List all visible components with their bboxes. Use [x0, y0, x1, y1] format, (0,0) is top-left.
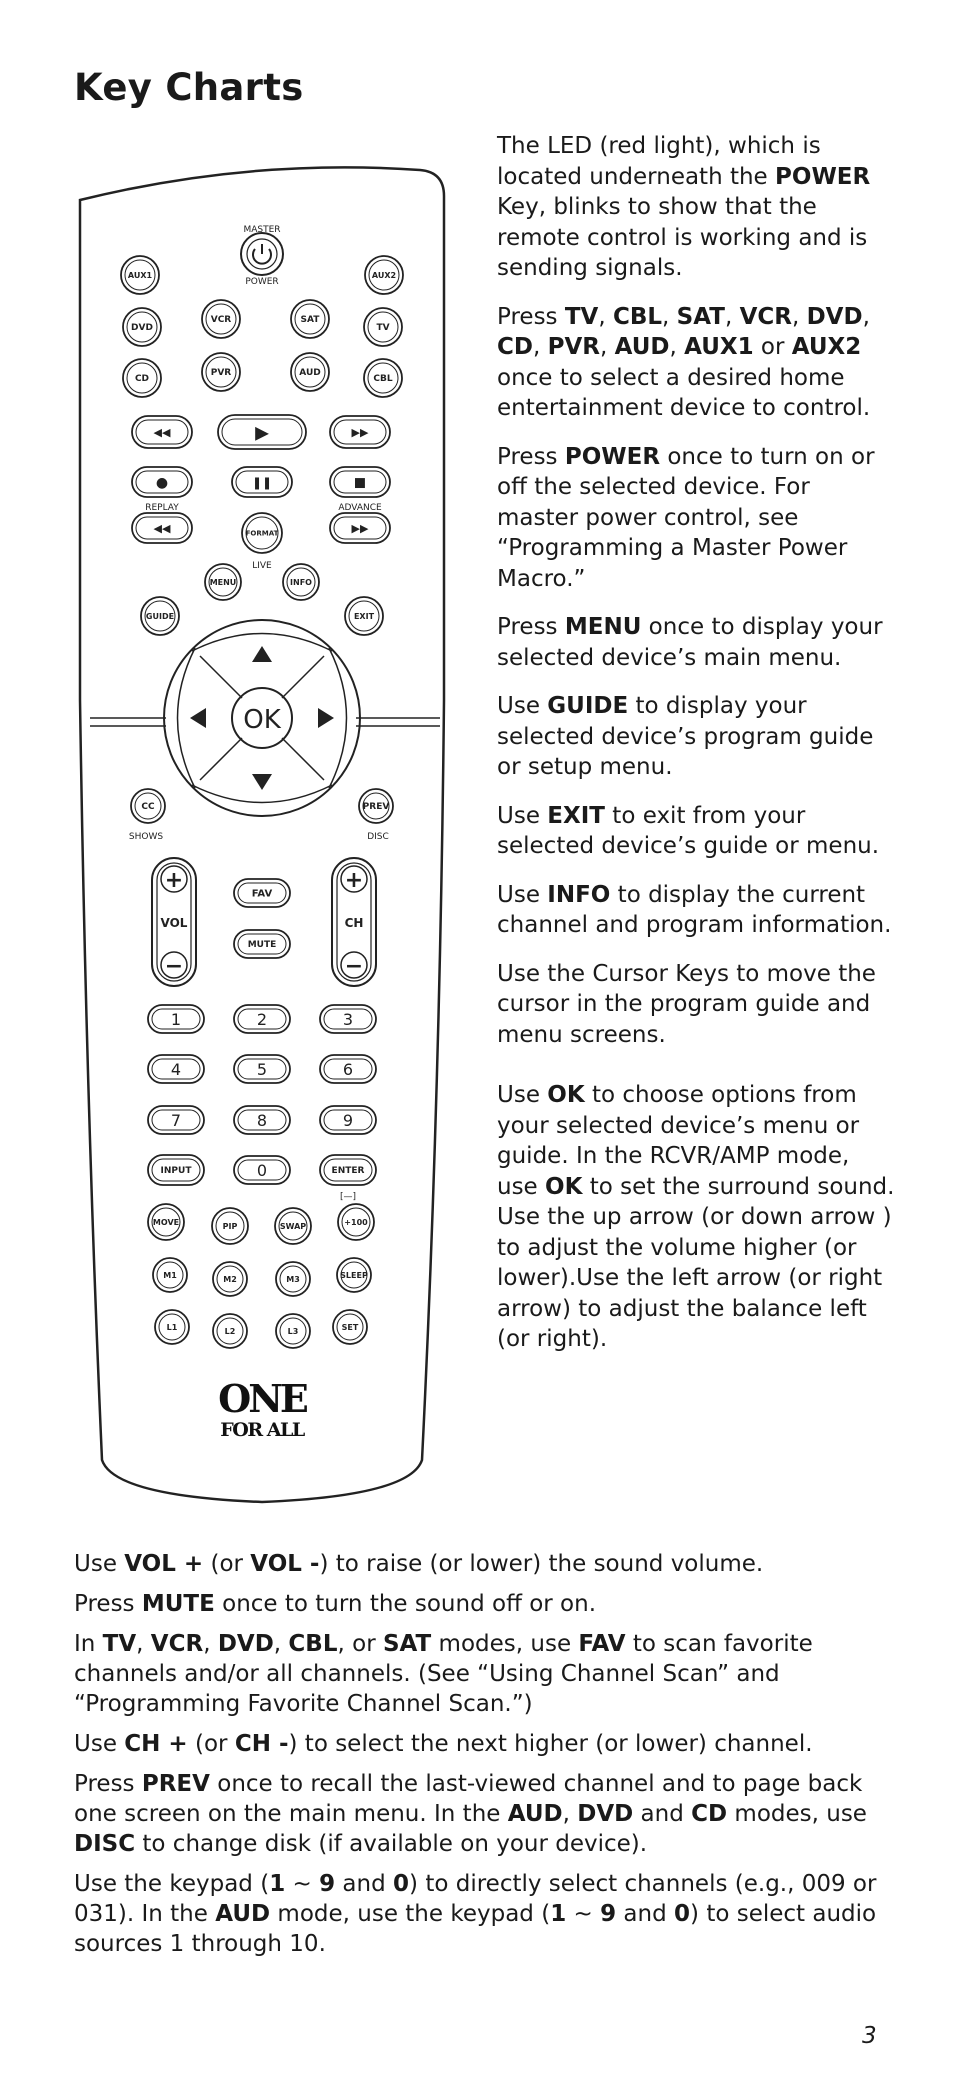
- key-n9-label: 9: [342, 1110, 354, 1130]
- key-m2-label: M2: [223, 1274, 237, 1284]
- shows-label: SHOWS: [128, 832, 164, 842]
- key-n5-label: 5: [256, 1059, 268, 1079]
- key-move-label: MOVE: [152, 1217, 180, 1227]
- key-pause[interactable]: [232, 467, 292, 497]
- key-cbl-label: CBL: [373, 374, 393, 385]
- key-menu[interactable]: [205, 564, 241, 600]
- key-n3[interactable]: [320, 1005, 376, 1033]
- key-n5[interactable]: [234, 1055, 290, 1083]
- replay-label: REPLAY: [145, 503, 179, 513]
- master-label: MASTER: [243, 225, 281, 235]
- bottom-paragraph: Use VOL + (or VOL -) to raise (or lower) the sound volume.: [74, 1551, 764, 1577]
- key-exit[interactable]: [345, 597, 383, 635]
- dash-label: [—]: [339, 1192, 357, 1202]
- key-set-label: SET: [341, 1322, 359, 1332]
- key-tv[interactable]: [364, 308, 402, 346]
- key-vcr[interactable]: [202, 300, 240, 338]
- key-fav-label: FAV: [251, 888, 273, 900]
- key-l1-label: L1: [166, 1322, 178, 1332]
- page-number: 3: [862, 2023, 877, 2049]
- key-l3[interactable]: [276, 1314, 310, 1348]
- key-m1-label: M1: [163, 1270, 177, 1280]
- key-n8-label: 8: [256, 1110, 268, 1130]
- key-pip[interactable]: [212, 1208, 248, 1244]
- key-plus100[interactable]: [338, 1204, 374, 1240]
- key-stop[interactable]: [330, 467, 390, 497]
- key-stop-label: ■: [353, 475, 367, 491]
- key-sleep[interactable]: [337, 1258, 371, 1292]
- cursor-pad[interactable]: [164, 620, 360, 816]
- bottom-paragraph: Use CH + (or CH -) to select the next higher (or lower) channel.: [74, 1731, 813, 1757]
- key-plus100-label: +100: [344, 1217, 368, 1227]
- key-l2-label: L2: [224, 1326, 236, 1336]
- key-rewind-label: ◀◀: [153, 425, 171, 439]
- key-cc-label: CC: [141, 802, 155, 813]
- key-fast-forward-label: ▶▶: [351, 425, 369, 439]
- key-n1-label: 1: [170, 1009, 182, 1029]
- key-sat[interactable]: [291, 300, 329, 338]
- key-aux2[interactable]: [365, 256, 403, 294]
- key-vcr-label: VCR: [210, 315, 232, 326]
- key-cd-label: CD: [134, 374, 150, 385]
- key-aud-label: AUD: [299, 368, 321, 379]
- ok-label: OK: [243, 705, 281, 735]
- key-set[interactable]: [333, 1310, 367, 1344]
- key-cd[interactable]: [123, 359, 161, 397]
- key-skip-forward[interactable]: [330, 513, 390, 543]
- key-record-label: ●: [155, 475, 169, 492]
- key-n4-label: 4: [170, 1059, 182, 1079]
- key-n7-label: 7: [170, 1110, 182, 1130]
- key-n1[interactable]: [148, 1005, 204, 1033]
- arrow-up-icon[interactable]: [252, 646, 272, 662]
- key-mute-label: MUTE: [247, 940, 277, 951]
- key-dvd-label: DVD: [131, 323, 153, 334]
- right-paragraph: Use INFO to display the current channel and program information.: [497, 881, 892, 938]
- key-m1[interactable]: [153, 1258, 187, 1292]
- key-info[interactable]: [283, 564, 319, 600]
- key-input[interactable]: [148, 1155, 204, 1185]
- key-enter-label: ENTER: [331, 1166, 365, 1177]
- key-skip-back[interactable]: [132, 513, 192, 543]
- key-n9[interactable]: [320, 1106, 376, 1134]
- power-label: POWER: [245, 277, 279, 287]
- right-paragraph: Press TV, CBL, SAT, VCR, DVD, CD, PVR, AUD, AUX1 or AUX2 once to select a desired home entertainment device to control.: [497, 303, 871, 421]
- key-tv-label: TV: [376, 323, 390, 334]
- key-prev[interactable]: [359, 789, 393, 823]
- key-dvd[interactable]: [123, 308, 161, 346]
- key-info-label: INFO: [290, 577, 312, 587]
- bottom-paragraph: In TV, VCR, DVD, CBL, or SAT modes, use FAV to scan favorite channels and/or all channels. (See “Using Channel Scan” and “Programming Favorite Channel Scan.”): [74, 1631, 813, 1717]
- key-aux1-label: AUX1: [127, 270, 153, 280]
- disc-label: DISC: [367, 832, 389, 842]
- key-l1[interactable]: [155, 1310, 189, 1344]
- right-paragraph: The LED (red light), which is located underneath the POWER Key, blinks to show that the remote control is working and is sending signals.: [497, 133, 871, 281]
- logo-one: ONE: [218, 1376, 306, 1421]
- arrow-down-icon[interactable]: [252, 774, 272, 790]
- key-l3-label: L3: [287, 1326, 299, 1336]
- arrow-right-icon[interactable]: [318, 708, 334, 728]
- key-n6[interactable]: [320, 1055, 376, 1083]
- key-sleep-label: SLEEP: [340, 1270, 368, 1280]
- key-m3-label: M3: [286, 1274, 300, 1284]
- right-column-text: [497, 131, 897, 1373]
- key-cbl[interactable]: [364, 359, 402, 397]
- right-paragraph: Use the Cursor Keys to move the cursor in the program guide and menu screens.: [497, 960, 876, 1048]
- key-mute[interactable]: [234, 930, 290, 958]
- key-sat-label: SAT: [300, 315, 320, 326]
- key-format-label: FORMAT: [245, 529, 279, 538]
- key-aux2-label: AUX2: [371, 270, 397, 280]
- key-move[interactable]: [148, 1204, 184, 1240]
- right-paragraph: Press POWER once to turn on or off the selected device. For master power control, see “Programming a Master Power Macro.”: [497, 443, 875, 592]
- key-pip-label: PIP: [222, 1221, 238, 1231]
- key-skip-back-label: ◀◀: [153, 521, 171, 535]
- key-skip-forward-label: ▶▶: [351, 521, 369, 535]
- bottom-column-text: [74, 1549, 894, 1969]
- key-n8[interactable]: [234, 1106, 290, 1134]
- right-paragraph: Press MENU once to display your selected device’s main menu.: [497, 614, 883, 671]
- key-pause-label: ❚❚: [251, 475, 273, 490]
- key-enter[interactable]: [320, 1155, 376, 1185]
- key-record[interactable]: [132, 467, 192, 497]
- key-input-label: INPUT: [160, 1166, 192, 1177]
- advance-label: ADVANCE: [338, 503, 382, 513]
- key-n4[interactable]: [148, 1055, 204, 1083]
- live-label: LIVE: [252, 561, 272, 571]
- key-cc[interactable]: [131, 789, 165, 823]
- right-paragraph: Use EXIT to exit from your selected device’s guide or menu.: [497, 802, 880, 859]
- bottom-paragraph: Press MUTE once to turn the sound off or on.: [74, 1591, 597, 1617]
- key-fast-forward[interactable]: [330, 416, 390, 448]
- key-play[interactable]: [218, 415, 306, 449]
- key-aud[interactable]: [291, 353, 329, 391]
- key-l2[interactable]: [213, 1314, 247, 1348]
- key-aux1[interactable]: [121, 256, 159, 294]
- key-swap[interactable]: [275, 1208, 311, 1244]
- key-n3-label: 3: [342, 1009, 354, 1029]
- key-n2-label: 2: [256, 1009, 268, 1029]
- key-rewind[interactable]: [132, 416, 192, 448]
- vol-up-icon[interactable]: +: [164, 868, 184, 893]
- key-n2[interactable]: [234, 1005, 290, 1033]
- key-menu-label: MENU: [209, 577, 237, 587]
- arrow-left-icon[interactable]: [190, 708, 206, 728]
- ch-down-icon[interactable]: −: [344, 954, 364, 979]
- key-prev-label: PREV: [362, 802, 390, 813]
- key-n0[interactable]: [234, 1156, 290, 1184]
- key-pvr-label: PVR: [210, 368, 232, 379]
- right-paragraph: Use GUIDE to display your selected device’s program guide or setup menu.: [497, 693, 874, 780]
- ch-up-icon[interactable]: +: [344, 868, 364, 893]
- right-paragraph: Use OK to choose options from your selected device’s menu or guide. In the RCVR/AMP mode, use OK to set the surround sound. Use the up arrow (or down arrow ) to adjust the volume higher (or lower).Use the left arrow (or right arrow) to adjust the balance left (or right).: [497, 1082, 895, 1352]
- key-format[interactable]: [242, 513, 282, 553]
- key-n7[interactable]: [148, 1106, 204, 1134]
- key-guide-label: GUIDE: [145, 611, 175, 621]
- vol-label: VOL: [160, 916, 188, 930]
- logo-for-all: FOR ALL: [220, 1419, 304, 1441]
- key-exit-label: EXIT: [353, 611, 375, 621]
- key-guide[interactable]: [141, 597, 179, 635]
- bottom-paragraph: Press PREV once to recall the last-viewed channel and to page back one screen on the main menu. In the AUD, DVD and CD modes, use DISC to change disk (if available on your device).: [74, 1771, 867, 1857]
- key-swap-label: SWAP: [279, 1221, 307, 1231]
- key-m2[interactable]: [213, 1262, 247, 1296]
- key-play-label: ▶: [255, 422, 269, 444]
- key-fav[interactable]: [234, 879, 290, 907]
- page-title: Key Charts: [74, 66, 304, 109]
- key-pvr[interactable]: [202, 353, 240, 391]
- key-n0-label: 0: [256, 1160, 268, 1180]
- ch-label: CH: [344, 916, 364, 930]
- key-m3[interactable]: [276, 1262, 310, 1296]
- key-n6-label: 6: [342, 1059, 354, 1079]
- bottom-paragraph: Use the keypad (1 ~ 9 and 0) to directly select channels (e.g., 009 or 031). In the AUD mode, use the keypad (1 ~ 9 and 0) to select audio sources 1 through 10.: [74, 1871, 877, 1957]
- vol-down-icon[interactable]: −: [164, 954, 184, 979]
